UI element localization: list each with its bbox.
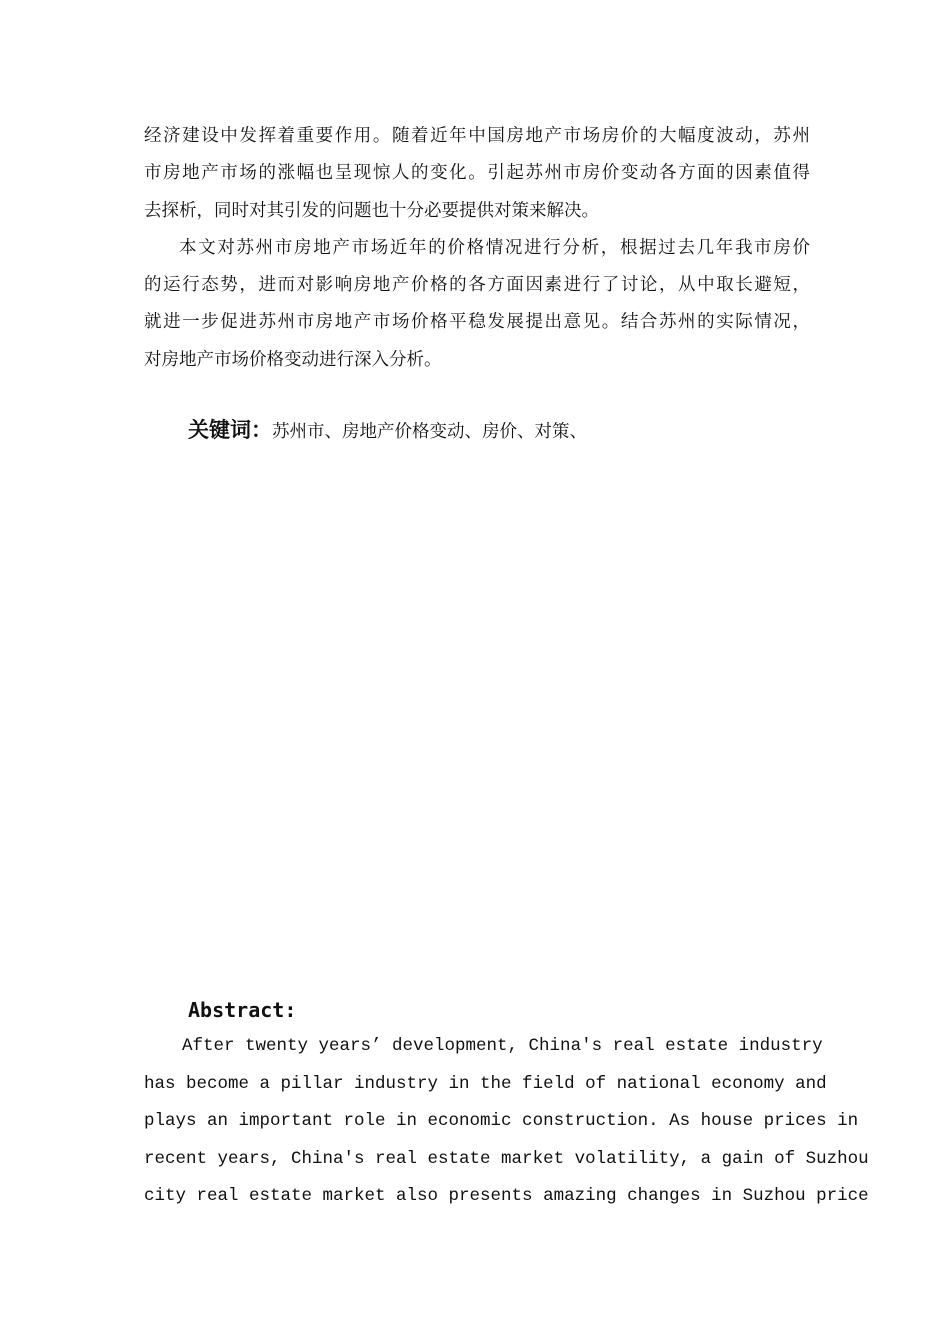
keywords-text: 苏州市、房地产价格变动、房价、对策、: [272, 422, 587, 442]
abstract-line: has become a pillar industry in the field of national economy and: [144, 1073, 827, 1094]
english-abstract-body: [144, 1028, 869, 1216]
abstract-line: city real estate market also presents amazing changes in Suzhou price: [144, 1186, 869, 1206]
abstract-heading: Abstract:: [188, 998, 297, 1022]
body-line: 就进一步促进苏州市房地产市场价格平稳发展提出意见。结合苏州的实际情况，: [144, 312, 810, 333]
body-line: 经济建设中发挥着重要作用。随着近年中国房地产市场房价的大幅度波动，苏州: [144, 126, 810, 146]
keywords-label: 关键词：: [188, 418, 272, 442]
abstract-line: After twenty years’ development, China's real estate industry: [182, 1036, 823, 1056]
chinese-abstract-body: [144, 118, 810, 379]
body-line: 本文对苏州市房地产市场近年的价格情况进行分析，根据过去几年我市房价: [179, 237, 810, 258]
body-line: 去探析，同时对其引发的问题也十分必要提供对策来解决。: [144, 200, 599, 221]
body-line: 的运行态势，进而对影响房地产价格的各方面因素进行了讨论，从中取长避短，: [144, 275, 810, 296]
abstract-line: recent years, China's real estate market volatility, a gain of Suzhou: [144, 1148, 869, 1169]
keywords-line: [188, 410, 587, 452]
abstract-line: plays an important role in economic construction. As house prices in: [144, 1111, 859, 1131]
body-line: 市房地产市场的涨幅也呈现惊人的变化。引起苏州市房价变动各方面的因素值得: [144, 163, 810, 184]
body-line: 对房地产市场价格变动进行深入分析。: [144, 349, 442, 370]
